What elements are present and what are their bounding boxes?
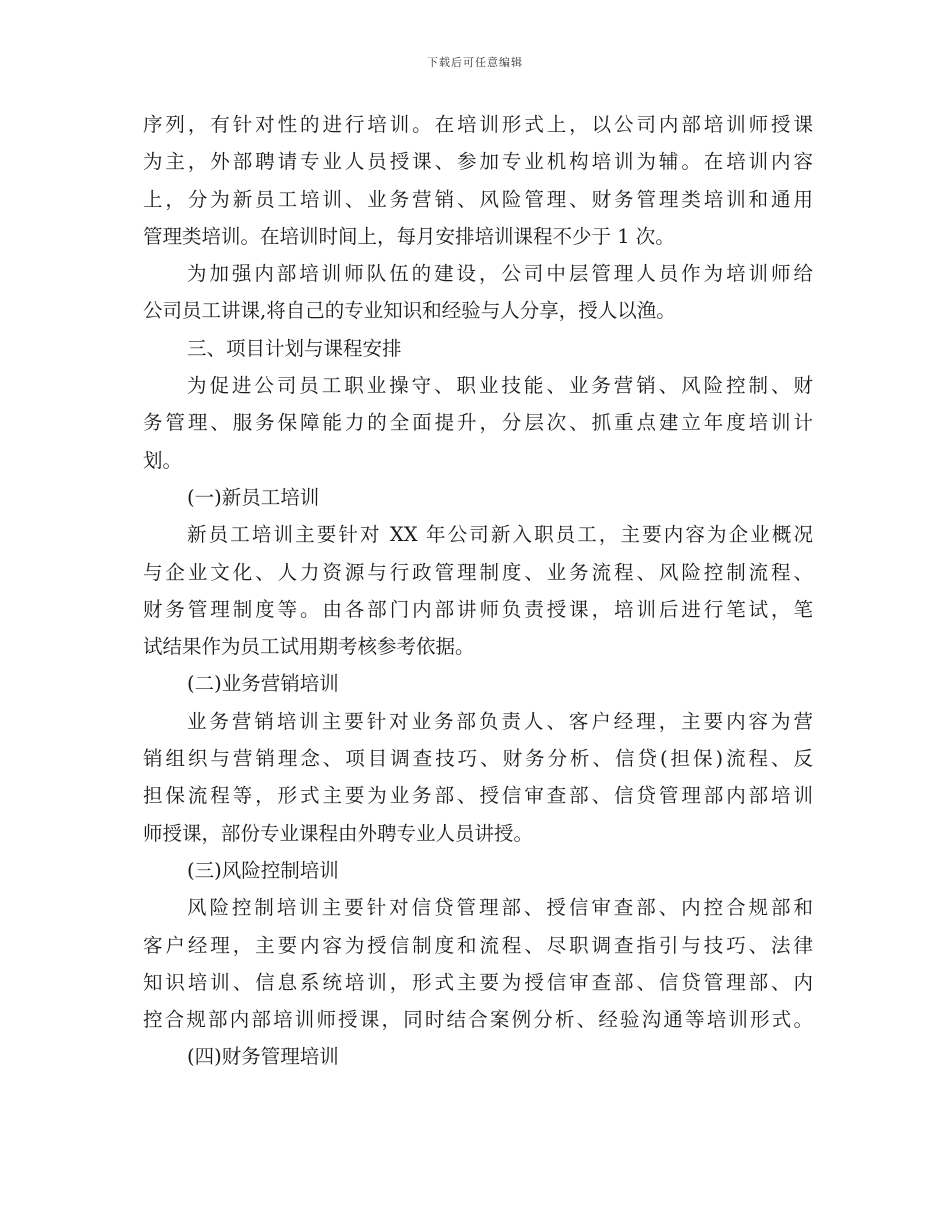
- document-body: [143, 106, 813, 1076]
- text-line: 控合规部内部培训师授课，同时结合案例分析、经验沟通等培训形式。: [143, 1008, 813, 1032]
- text-line: 销组织与营销理念、项目调查技巧、财务分析、信贷(担保)流程、反: [143, 747, 813, 771]
- text-line: 担保流程等，形式主要为业务部、授信审查部、信贷管理部内部培训: [143, 784, 813, 808]
- text-line: 知识培训、信息系统培训，形式主要为授信审查部、信贷管理部、内: [143, 970, 813, 994]
- text-line: 序列，有针对性的进行培训。在培训形式上，以公司内部培训师授课: [143, 113, 813, 136]
- text-line: (一)新员工培训: [187, 485, 320, 509]
- text-line: 划。: [143, 448, 183, 472]
- text-line: 业务营销培训主要针对业务部负责人、客户经理，主要内容为营: [187, 709, 813, 733]
- text-line: 风险控制培训主要针对信贷管理部、授信审查部、内控合规部和: [187, 896, 813, 920]
- text-line: 务管理、服务保障能力的全面提升，分层次、抓重点建立年度培训计: [143, 411, 813, 435]
- text-line: 公司员工讲课,将自己的专业知识和经验与人分享，授人以渔。: [143, 299, 676, 323]
- text-line: 为加强内部培训师队伍的建设，公司中层管理人员作为培训师给: [187, 262, 813, 286]
- text-line: (二)业务营销培训: [187, 672, 339, 696]
- page-header: 下载后可任意编辑: [427, 56, 523, 69]
- text-line: 新员工培训主要针对 XX 年公司新入职员工，主要内容为企业概况: [187, 523, 813, 547]
- text-line: (三)风险控制培训: [187, 858, 339, 882]
- text-line: 财务管理制度等。由各部门内部讲师负责授课，培训后进行笔试，笔: [143, 597, 813, 621]
- text-line: (四)财务管理培训: [187, 1045, 339, 1069]
- text-line: 师授课，部份专业课程由外聘专业人员讲授。: [143, 821, 534, 845]
- text-line: 试结果作为员工试用期考核参考依据。: [143, 635, 475, 659]
- text-line: 上，分为新员工培训、业务营销、风险管理、财务管理类培训和通用: [143, 187, 813, 211]
- text-line: 为主，外部聘请专业人员授课、参加专业机构培训为辅。在培训内容: [143, 150, 813, 174]
- text-line: 三、项目计划与课程安排: [187, 336, 402, 360]
- text-line: 为促进公司员工职业操守、职业技能、业务营销、风险控制、财: [187, 374, 813, 398]
- text-line: 管理类培训。在培训时间上，每月安排培训课程不少于 1 次。: [143, 224, 675, 248]
- text-line: 客户经理，主要内容为授信制度和流程、尽职调查指引与技巧、法律: [143, 933, 813, 957]
- text-line: 与企业文化、人力资源与行政管理制度、业务流程、风险控制流程、: [143, 560, 813, 584]
